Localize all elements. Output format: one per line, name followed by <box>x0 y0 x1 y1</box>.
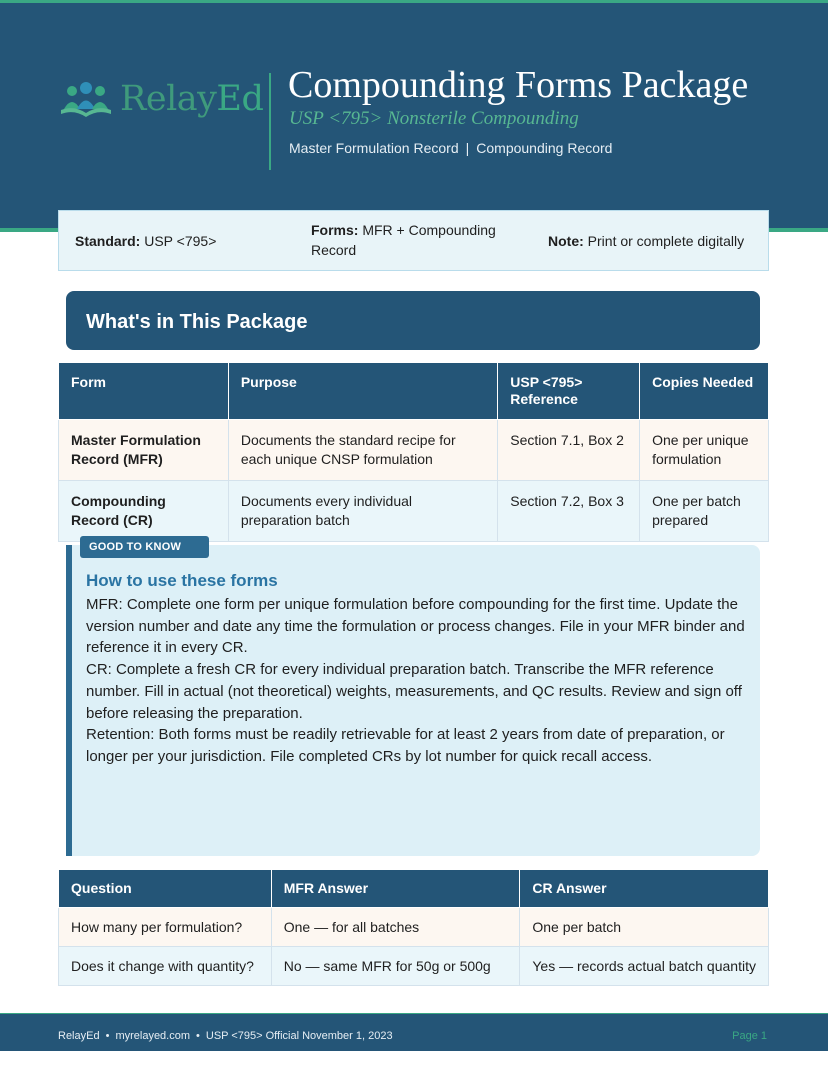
column-header: MFR Answer <box>271 870 520 908</box>
column-header: Form <box>59 363 229 420</box>
footer-site: myrelayed.com <box>115 1030 191 1042</box>
package-table <box>58 362 769 542</box>
forms-separator: | <box>465 140 470 156</box>
footer-dot: • <box>105 1030 110 1042</box>
logo-word-ed: Ed <box>216 79 264 119</box>
page-header <box>0 0 828 228</box>
info-standard-value: USP <795> <box>144 233 217 249</box>
column-header: Question <box>59 870 272 908</box>
section-title: What's in This Package <box>66 291 760 350</box>
table-header-row <box>59 870 769 908</box>
table-cell: One per batch prepared <box>640 481 769 542</box>
logo-word-relay: Relay <box>120 79 217 119</box>
table-cell: Master Formulation Record (MFR) <box>59 420 229 481</box>
callout-title: How to use these forms <box>86 571 278 590</box>
column-header: USP <795> Reference <box>498 363 640 420</box>
callout-paragraph-mfr: MFR: Complete one form per unique formulation before compounding for the first time. Update the version number and date any time the formulation or process changes. File in your MFR binder and reference it in every CR. <box>86 596 745 657</box>
table-header-row <box>59 363 769 420</box>
people-book-icon <box>58 79 114 119</box>
info-note <box>548 231 744 251</box>
info-standard-label: Standard: <box>75 233 141 249</box>
info-note-label: Note: <box>548 233 584 249</box>
table-cell: One — for all batches <box>271 908 520 947</box>
table-row <box>59 420 769 481</box>
good-to-know-callout <box>66 545 760 856</box>
header-divider <box>269 73 271 170</box>
table-cell: Compounding Record (CR) <box>59 481 229 542</box>
forms-mfr: Master Formulation Record <box>289 140 459 156</box>
table-cell: Documents every individual preparation batch <box>228 481 497 542</box>
table-cell: Section 7.1, Box 2 <box>498 420 640 481</box>
logo-wordmark <box>120 79 263 119</box>
footer-dot: • <box>196 1030 200 1042</box>
table-cell: No — same MFR for 50g or 500g <box>271 947 520 986</box>
table-row <box>59 481 769 542</box>
table-cell: One per unique formulation <box>640 420 769 481</box>
forms-line <box>289 140 612 156</box>
column-header: CR Answer <box>520 870 769 908</box>
page-footer <box>0 1013 828 1051</box>
table-cell: Documents the standard recipe for each unique CNSP formulation <box>228 420 497 481</box>
table-row <box>59 908 769 947</box>
table-cell: Does it change with quantity? <box>59 947 272 986</box>
table-cell: One per batch <box>520 908 769 947</box>
footer-official-date: USP <795> Official November 1, 2023 <box>205 1030 393 1042</box>
table-row <box>59 947 769 986</box>
column-header: Purpose <box>228 363 497 420</box>
info-standard <box>75 231 216 251</box>
page-subtitle: USP <795> Nonsterile Compounding <box>289 108 579 129</box>
table-cell: How many per formulation? <box>59 908 272 947</box>
callout-paragraph-cr: CR: Complete a fresh CR for every individual preparation batch. Transcribe the MFR reference number. Fill in actual (not theoretical) weights, measurements, and QC results. Review and sign off before releasing the preparation. <box>86 661 742 722</box>
column-header: Copies Needed <box>640 363 769 420</box>
info-note-value: Print or complete digitally <box>587 233 745 249</box>
callout-paragraph-retention: Retention: Both forms must be readily retrievable for at least 2 years from date of preparation, or longer per your jurisdiction. File completed CRs by lot number for quick recall access. <box>86 726 725 765</box>
info-forms-value: MFR + Compounding Record <box>311 222 496 258</box>
table-cell: Yes — records actual batch quantity <box>520 947 769 986</box>
table-cell: Section 7.2, Box 3 <box>498 481 640 542</box>
callout-body <box>86 594 746 768</box>
relayed-logo <box>58 79 263 119</box>
info-strip <box>58 210 769 271</box>
footer-brand: RelayEd <box>58 1030 100 1042</box>
forms-cr: Compounding Record <box>476 140 613 156</box>
qa-table <box>58 869 769 986</box>
page-title: Compounding Forms Package <box>288 64 749 106</box>
info-forms-label: Forms: <box>311 222 359 238</box>
page-number: Page 1 <box>732 1030 767 1042</box>
good-to-know-tag: GOOD TO KNOW <box>80 536 209 558</box>
footer-text <box>58 1030 393 1042</box>
info-forms <box>311 220 511 260</box>
